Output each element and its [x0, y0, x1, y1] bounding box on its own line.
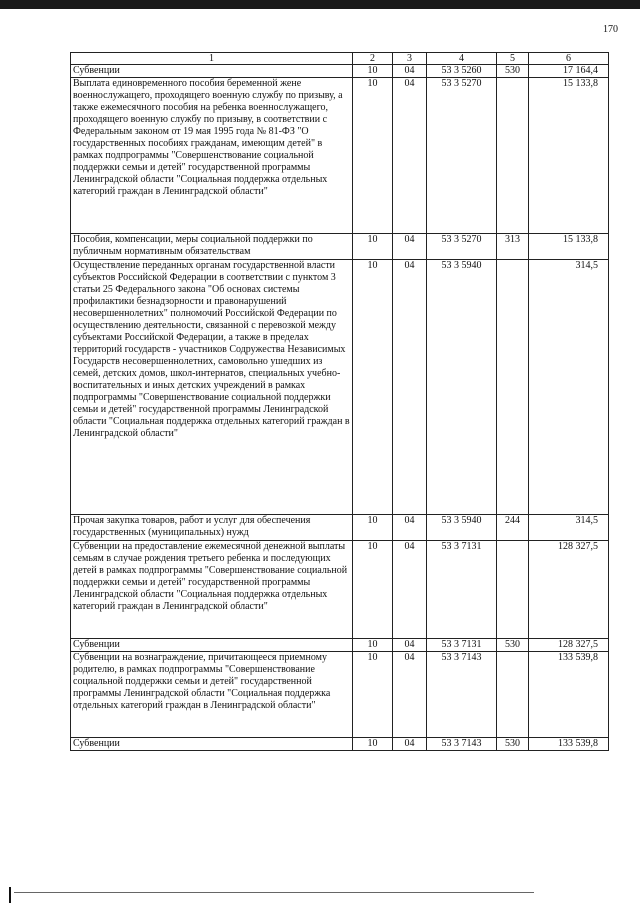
- row-expense-type: [497, 78, 529, 234]
- row-target-code: 53 3 7143: [427, 738, 497, 751]
- row-target-code: 53 3 5260: [427, 65, 497, 78]
- table-row: [71, 515, 609, 541]
- row-subsection: 04: [393, 78, 427, 234]
- row-description: Субвенции: [71, 639, 353, 652]
- row-expense-type: [497, 541, 529, 639]
- row-section: 10: [353, 541, 393, 639]
- row-section: 10: [353, 65, 393, 78]
- row-amount: 133 539,8: [529, 652, 609, 738]
- row-amount: 314,5: [529, 260, 609, 515]
- row-subsection: 04: [393, 738, 427, 751]
- column-header: 4: [427, 53, 497, 65]
- row-amount: 128 327,5: [529, 541, 609, 639]
- table-row: [71, 541, 609, 639]
- table-header-row: [71, 53, 609, 65]
- row-subsection: 04: [393, 541, 427, 639]
- table-row: [71, 738, 609, 751]
- row-target-code: 53 3 5270: [427, 78, 497, 234]
- row-section: 10: [353, 260, 393, 515]
- row-section: 10: [353, 652, 393, 738]
- row-description: Выплата единовременного пособия беременной жене военнослужащего, проходящего военную службу по призыву, а также ежемесячного пособия на ребенка военнослужащего, проходящего военную службу по призыву, в соответствии с Федеральным законом от 19 мая 1995 года № 81-ФЗ "О государственных пособиях гражданам, имеющим детей" в рамках подпрограммы "Совершенствование социальной поддержки семьи и детей" государственной программы Ленинградской области "Социальная поддержка отдельных категорий граждан в Ленинградской области": [71, 78, 353, 234]
- table-row: [71, 639, 609, 652]
- row-description: Осуществление переданных органам государственной власти субъектов Российской Федерации в соответствии с пунктом 3 статьи 25 Федерального закона "Об основах системы профилактики безнадзорности и правонарушений несовершеннолетних" полномочий Российской Федерации по осуществлению деятельности, связанной с перевозкой между субъектами Российской Федерации, а также в пределах территорий государств - участников Содружества Независимых Государств несовершеннолетних, самовольно ушедших из семей, детских домов, школ-интернатов, специальных учебно-воспитательных и иных детских учреждений в рамках подпрограммы "Совершенствование социальной поддержки семьи и детей" государственной программы Ленинградской области "Социальная поддержка отдельных категорий граждан в Ленинградской области": [71, 260, 353, 515]
- row-section: 10: [353, 234, 393, 260]
- row-amount: 128 327,5: [529, 639, 609, 652]
- row-amount: 133 539,8: [529, 738, 609, 751]
- column-header: 2: [353, 53, 393, 65]
- row-description: Субвенции: [71, 738, 353, 751]
- budget-table: [70, 52, 609, 751]
- row-expense-type: [497, 260, 529, 515]
- row-subsection: 04: [393, 639, 427, 652]
- page-number: 170: [603, 24, 618, 35]
- row-amount: 15 133,8: [529, 78, 609, 234]
- row-section: 10: [353, 515, 393, 541]
- row-target-code: 53 3 7143: [427, 652, 497, 738]
- row-expense-type: 530: [497, 639, 529, 652]
- row-subsection: 04: [393, 260, 427, 515]
- row-target-code: 53 3 5270: [427, 234, 497, 260]
- column-header: 1: [71, 53, 353, 65]
- row-description: Субвенции: [71, 65, 353, 78]
- row-expense-type: 530: [497, 738, 529, 751]
- row-expense-type: 244: [497, 515, 529, 541]
- row-target-code: 53 3 7131: [427, 639, 497, 652]
- row-expense-type: 313: [497, 234, 529, 260]
- row-amount: 314,5: [529, 515, 609, 541]
- table-row: [71, 65, 609, 78]
- row-description: Субвенции на предоставление ежемесячной денежной выплаты семьям в случае рождения третьего ребенка и последующих детей в рамках подпрограммы "Совершенствование социальной поддержки семьи и детей" государственной программы Ленинградской области "Социальная поддержка отдельных категорий граждан в Ленинградской области": [71, 541, 353, 639]
- row-expense-type: [497, 652, 529, 738]
- scan-margin-mark: [9, 887, 11, 903]
- row-subsection: 04: [393, 65, 427, 78]
- row-target-code: 53 3 7131: [427, 541, 497, 639]
- column-header: 6: [529, 53, 609, 65]
- row-expense-type: 530: [497, 65, 529, 78]
- row-section: 10: [353, 639, 393, 652]
- row-description: Пособия, компенсации, меры социальной поддержки по публичным нормативным обязательствам: [71, 234, 353, 260]
- table-row: [71, 234, 609, 260]
- row-description: Субвенции на вознаграждение, причитающееся приемному родителю, в рамках подпрограммы "Совершенствование социальной поддержки семьи и детей" государственной программы Ленинградской области "Социальная поддержка отдельных категорий граждан в Ленинградской области": [71, 652, 353, 738]
- scan-edge-bar: [0, 0, 640, 9]
- table-row: [71, 78, 609, 234]
- row-amount: 15 133,8: [529, 234, 609, 260]
- table-row: [71, 652, 609, 738]
- row-subsection: 04: [393, 515, 427, 541]
- column-header: 5: [497, 53, 529, 65]
- row-subsection: 04: [393, 234, 427, 260]
- row-amount: 17 164,4: [529, 65, 609, 78]
- row-subsection: 04: [393, 652, 427, 738]
- footer-rule: [14, 892, 534, 893]
- row-section: 10: [353, 738, 393, 751]
- column-header: 3: [393, 53, 427, 65]
- row-section: 10: [353, 78, 393, 234]
- table-row: [71, 260, 609, 515]
- row-target-code: 53 3 5940: [427, 515, 497, 541]
- row-description: Прочая закупка товаров, работ и услуг для обеспечения государственных (муниципальных) нужд: [71, 515, 353, 541]
- row-target-code: 53 3 5940: [427, 260, 497, 515]
